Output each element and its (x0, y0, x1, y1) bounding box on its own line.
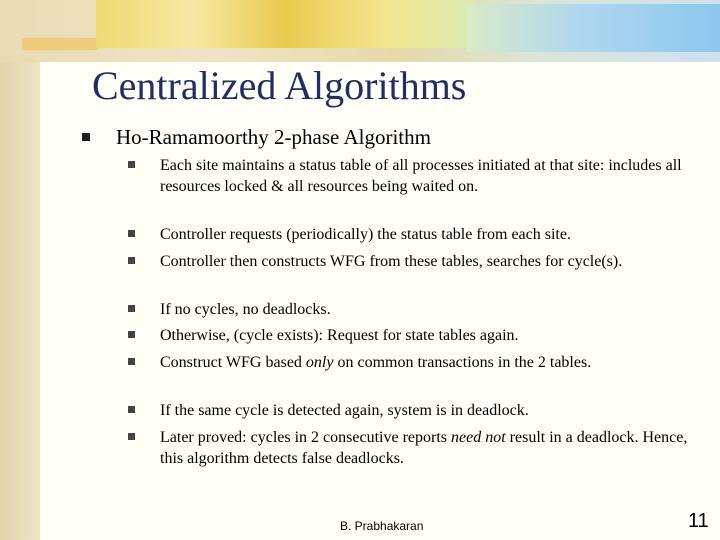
main-bullet-marker (82, 133, 90, 141)
footer-author: B. Prabhakaran (340, 519, 424, 533)
sub-bullet-text: Controller requests (periodically) the status table from each site. (160, 226, 571, 243)
sub-bullet (160, 400, 690, 421)
sub-bullet-text-pre: Construct WFG based (160, 354, 306, 371)
sub-bullet (160, 224, 690, 245)
sub-bullet-text: If no cycles, no deadlocks. (160, 301, 331, 318)
sub-bullet-text: Controller then constructs WFG from these tables, searches for cycle(s). (160, 253, 623, 270)
page-number: 11 (688, 510, 709, 532)
sub-bullet (160, 325, 690, 346)
decorative-orange-strip (22, 38, 98, 50)
sub-bullet (160, 251, 690, 272)
sub-bullet-emphasis: need not (451, 429, 506, 446)
sub-bullet-text: Each site maintains a status table of all processes initiated at that site: includes all resources locked & all resources being waited on. (160, 157, 682, 195)
sub-bullet-text: If the same cycle is detected again, system is in deadlock. (160, 402, 529, 419)
sub-bullet-text-pre: Later proved: cycles in 2 consecutive reports (160, 429, 451, 446)
sub-bullet-text-post: result in a deadlock. Hence, this algorithm detects false deadlocks. (160, 429, 688, 467)
decorative-banner-image (96, 0, 476, 48)
sub-bullet (160, 427, 690, 469)
decorative-left-band (0, 0, 40, 540)
sub-bullet-emphasis: only (305, 354, 334, 371)
sub-bullet-marker (128, 406, 135, 413)
sub-bullet-marker (128, 433, 135, 440)
slide-title: Centralized Algorithms (92, 63, 467, 108)
sub-bullet-text: Otherwise, (cycle exists): Request for state tables again. (160, 327, 519, 344)
sub-bullet (160, 155, 690, 197)
sub-bullet-marker (128, 358, 135, 365)
sub-bullet-marker (128, 331, 135, 338)
sub-bullet-text-post: on common transactions in the 2 tables. (333, 354, 592, 371)
main-bullet: Ho-Ramamoorthy 2-phase Algorithm (116, 125, 431, 149)
sub-bullet (160, 299, 690, 320)
decorative-banner-image-right (466, 4, 720, 52)
sub-bullet (160, 352, 690, 373)
sub-bullet-marker (128, 161, 135, 168)
sub-bullet-marker (128, 305, 135, 312)
sub-bullet-marker (128, 230, 135, 237)
sub-bullet-marker (128, 257, 135, 264)
